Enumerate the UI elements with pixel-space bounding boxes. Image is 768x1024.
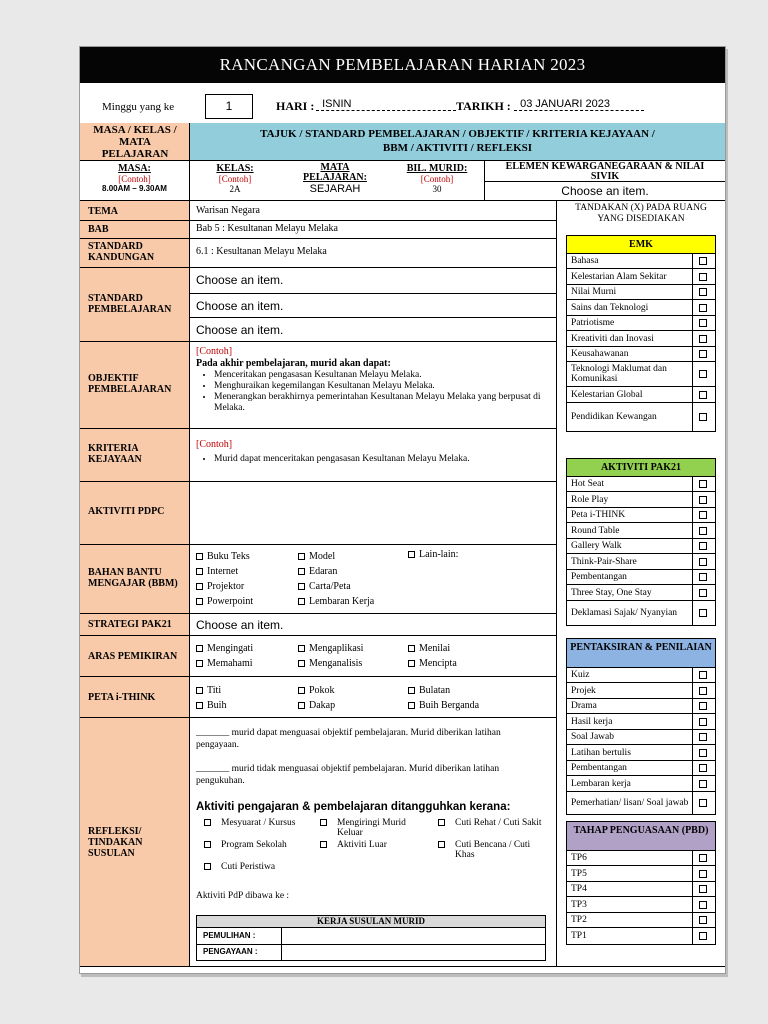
tahap-item-label: TP5	[571, 868, 587, 879]
checkbox-icon[interactable]	[298, 702, 305, 709]
column-divider	[692, 714, 693, 729]
pentaksiran-item-label: Hasil kerja	[571, 716, 613, 727]
pentaksiran-item[interactable]	[567, 792, 715, 814]
pak21-box	[566, 458, 716, 626]
checkbox-icon[interactable]	[699, 511, 707, 519]
peta-col1	[196, 683, 226, 713]
pentaksiran-item-label: Pemerhatian/ lisan/ Soal jawab	[571, 798, 689, 808]
emk-item[interactable]	[567, 387, 715, 403]
pentaksiran-item-label: Projek	[571, 685, 596, 696]
checkbox-icon[interactable]	[438, 841, 445, 848]
dibawa-text: Aktiviti PdP dibawa ke :	[196, 891, 290, 901]
checkbox-icon[interactable]	[196, 645, 203, 652]
objektif-list	[196, 370, 550, 414]
checkbox-icon[interactable]	[320, 841, 327, 848]
pak21-item-label: Hot Seat	[571, 479, 604, 489]
checkbox-icon[interactable]	[298, 660, 305, 667]
emk-box	[566, 235, 716, 432]
pak21-item[interactable]	[567, 570, 715, 585]
bbm-option[interactable]: Projektor	[196, 579, 253, 594]
pentaksiran-item-label: Soal Jawab	[571, 732, 615, 742]
pak21-item-label: Role Play	[571, 494, 609, 505]
pentaksiran-item[interactable]	[567, 683, 715, 699]
pak21-item[interactable]	[567, 523, 715, 539]
kriteria-list	[196, 454, 550, 465]
peta-option[interactable]: Bulatan	[408, 683, 479, 698]
list-item: • Murid dapat menceritakan pengasasan Kesultanan Melayu Melaka.	[214, 454, 550, 465]
column-divider	[692, 523, 693, 538]
peta-option[interactable]: Buih Berganda	[408, 698, 479, 713]
title-bar	[80, 47, 725, 83]
emk-item[interactable]	[567, 269, 715, 285]
column-divider	[692, 851, 693, 865]
emk-item-label: Kreativiti dan Inovasi	[571, 333, 654, 344]
pentaksiran-item[interactable]	[567, 745, 715, 761]
emk-item[interactable]	[567, 316, 715, 331]
pentaksiran-item[interactable]	[567, 730, 715, 745]
column-divider	[692, 866, 693, 881]
susulan-title: KERJA SUSULAN MURID	[197, 916, 545, 928]
aras-col2	[298, 641, 363, 671]
hari-label: HARI :	[276, 99, 315, 113]
pak21-item[interactable]	[567, 492, 715, 508]
peta-option[interactable]: Dakap	[298, 698, 335, 713]
checkbox-icon[interactable]	[408, 645, 415, 652]
column-divider	[692, 316, 693, 330]
pak21-item-label: Peta i-THINK	[571, 510, 626, 520]
checkbox-icon[interactable]	[298, 553, 305, 560]
checkbox-icon[interactable]	[298, 598, 305, 605]
emk-item[interactable]	[567, 285, 715, 300]
checkbox-icon[interactable]	[699, 335, 707, 343]
pak21-item[interactable]	[567, 554, 715, 570]
aras-option[interactable]: Mencipta	[408, 656, 457, 671]
tangguh-col2	[320, 818, 420, 862]
checkbox-icon[interactable]	[196, 687, 203, 694]
checkbox-icon[interactable]	[699, 870, 707, 878]
tahap-item-label: TP4	[571, 884, 587, 894]
pentaksiran-item-label: Kuiz	[571, 670, 590, 680]
hari-value[interactable]: ISNIN	[316, 98, 456, 111]
pak21-item[interactable]	[567, 508, 715, 523]
bbm-option[interactable]: Edaran	[298, 564, 374, 579]
checkbox-icon[interactable]	[408, 551, 415, 558]
column-divider	[692, 792, 693, 814]
week-input[interactable]: 1	[205, 94, 253, 119]
checkbox-icon[interactable]	[408, 687, 415, 694]
column-divider	[692, 776, 693, 791]
emk-item[interactable]	[567, 403, 715, 431]
column-divider	[692, 362, 693, 386]
emk-item-label: Keusahawanan	[571, 349, 629, 359]
emk-title: EMK	[567, 236, 715, 254]
column-divider	[692, 508, 693, 522]
checkbox-icon[interactable]	[298, 583, 305, 590]
checkbox-icon[interactable]	[699, 273, 707, 281]
checkbox-icon[interactable]	[699, 749, 707, 757]
pak21-item-label: Pembentangan	[571, 572, 627, 582]
emk-item[interactable]	[567, 347, 715, 362]
checkbox-icon[interactable]	[408, 660, 415, 667]
refleksi-line-2: _______ murid tidak menguasai objektif pembelajaran. Murid diberikan latihan pengukuhan.	[196, 764, 500, 786]
peta-option[interactable]: Pokok	[298, 683, 335, 698]
checkbox-icon[interactable]	[699, 609, 707, 617]
checkbox-icon[interactable]	[699, 589, 707, 597]
list-item: • Menerangkan berakhirnya pemerintahan Kesultanan Melayu Melaka yang berpusat di Melaka.	[214, 392, 550, 414]
pak21-item[interactable]	[567, 585, 715, 601]
column-divider	[692, 285, 693, 299]
checkbox-icon[interactable]	[699, 901, 707, 909]
strategi-label: STRATEGI PAK21	[88, 619, 172, 630]
column-divider	[692, 730, 693, 744]
pentaksiran-title: PENTAKSIRAN & PENILAIAN	[567, 639, 715, 668]
checkbox-icon[interactable]	[196, 553, 203, 560]
checkbox-icon[interactable]	[699, 764, 707, 772]
pentaksiran-item[interactable]	[567, 761, 715, 776]
checkbox-icon[interactable]	[320, 819, 327, 826]
tahap-item-label: TP1	[571, 931, 587, 941]
peta-option[interactable]: Buih	[196, 698, 226, 713]
sp-label: STANDARD PEMBELAJARAN	[88, 293, 172, 315]
checkbox-icon[interactable]	[438, 819, 445, 826]
tahap-item[interactable]	[567, 851, 715, 866]
checkbox-icon[interactable]	[408, 702, 415, 709]
column-divider	[692, 683, 693, 698]
sk-value: 6.1 : Kesultanan Melayu Melaka	[196, 246, 327, 257]
checkbox-icon[interactable]	[699, 573, 707, 581]
tangguh-option[interactable]: Cuti Rehat / Cuti Sakit	[438, 818, 548, 840]
checkbox-icon[interactable]	[699, 480, 707, 488]
emk-item[interactable]	[567, 300, 715, 316]
side-instruction: TANDAKAN (X) PADA RUANG YANG DISEDIAKAN	[575, 203, 707, 224]
kriteria-label: KRITERIA KEJAYAAN	[88, 443, 142, 465]
bbm-col3	[408, 547, 458, 562]
header-left: MASA / KELAS / MATA PELAJARAN	[80, 123, 190, 161]
checkbox-icon[interactable]	[699, 413, 707, 421]
emk-item[interactable]	[567, 331, 715, 347]
column-divider	[692, 668, 693, 682]
tahap-item-label: TP3	[571, 899, 587, 910]
elemen-cell: ELEMEN KEWARGANEGARAAN & NILAI SIVIK Choose an item.	[484, 161, 725, 201]
page-title: RANCANGAN PEMBELAJARAN HARIAN 2023	[219, 55, 586, 74]
bbm-col1	[196, 549, 253, 609]
checkbox-icon[interactable]	[204, 819, 211, 826]
tarikh-label: TARIKH :	[456, 99, 511, 113]
checkbox-icon[interactable]	[699, 350, 707, 358]
tema-value: Warisan Negara	[196, 205, 260, 216]
pak21-item-label: Think-Pair-Share	[571, 556, 637, 567]
aras-option[interactable]: Menilai	[408, 641, 457, 656]
pak21-item-label: Three Stay, One Stay	[571, 587, 652, 598]
checkbox-icon[interactable]	[699, 885, 707, 893]
checkbox-icon[interactable]	[196, 660, 203, 667]
pentaksiran-item[interactable]	[567, 776, 715, 792]
checkbox-icon[interactable]	[298, 645, 305, 652]
pentaksiran-item-label: Latihan bertulis	[571, 747, 631, 758]
bbm-option[interactable]: Internet	[196, 564, 253, 579]
pentaksiran-box	[566, 638, 716, 815]
week-row	[80, 83, 725, 124]
strategi-select[interactable]: Choose an item.	[196, 618, 284, 632]
pentaksiran-item[interactable]	[567, 699, 715, 714]
tahap-item[interactable]	[567, 897, 715, 913]
checkbox-icon[interactable]	[699, 288, 707, 296]
kelas-cell: KELAS: [Contoh] 2A	[216, 163, 254, 194]
emk-item-label: Bahasa	[571, 256, 599, 266]
checkbox-icon[interactable]	[699, 391, 707, 399]
column-divider	[692, 477, 693, 491]
checkbox-icon[interactable]	[699, 370, 707, 378]
pak21-item-label: Round Table	[571, 525, 620, 536]
pak21-item[interactable]	[567, 477, 715, 492]
checkbox-icon[interactable]	[699, 496, 707, 504]
sp-select-2[interactable]: Choose an item.	[196, 299, 284, 313]
column-divider	[692, 601, 693, 625]
emk-item-label: Kelestarian Global	[571, 389, 643, 400]
list-item: • Menghuraikan kegemilangan Kesultanan Melayu Melaka.	[214, 381, 550, 392]
checkbox-icon[interactable]	[699, 799, 707, 807]
aras-label: ARAS PEMIKIRAN	[88, 651, 178, 662]
checkbox-icon[interactable]	[204, 841, 211, 848]
susulan-table	[196, 915, 546, 961]
checkbox-icon[interactable]	[298, 568, 305, 575]
sp-select-3[interactable]: Choose an item.	[196, 323, 284, 337]
checkbox-icon[interactable]	[699, 932, 707, 940]
pengayaan-label: PENGAYAAN :	[203, 947, 258, 956]
elemen-select[interactable]: Choose an item.	[561, 184, 649, 198]
refleksi-content	[196, 727, 546, 813]
emk-item-label: Nilai Murni	[571, 287, 617, 297]
checkbox-icon[interactable]	[298, 687, 305, 694]
refleksi-line-1: _______ murid dapat menguasai objektif pembelajaran. Murid diberikan latihan pengayaan.	[196, 728, 501, 750]
column-divider	[692, 570, 693, 584]
column-divider	[692, 347, 693, 361]
tangguh-col1	[204, 818, 314, 884]
checkbox-icon[interactable]	[699, 319, 707, 327]
column-divider	[692, 331, 693, 346]
checkbox-icon[interactable]	[196, 702, 203, 709]
checkbox-icon[interactable]	[196, 583, 203, 590]
aras-option[interactable]: Mengaplikasi	[298, 641, 363, 656]
header-right: TAJUK / STANDARD PEMBELAJARAN / OBJEKTIF / KRITERIA KEJAYAAN / BBM / AKTIVITI / REFLEKSI	[190, 123, 725, 161]
peta-col3	[408, 683, 479, 713]
bbm-col2	[298, 549, 374, 609]
checkbox-icon[interactable]	[699, 558, 707, 566]
column-divider	[692, 254, 693, 268]
column-divider	[692, 492, 693, 507]
tangguh-option[interactable]: Program Sekolah	[204, 840, 314, 862]
checkbox-icon[interactable]	[196, 568, 203, 575]
pengayaan-input[interactable]	[282, 945, 545, 960]
aras-col3	[408, 641, 457, 671]
tangguh-col3	[438, 818, 548, 862]
column-divider	[692, 882, 693, 896]
checkbox-icon[interactable]	[699, 257, 707, 265]
emk-item-label: Pendidikan Kewangan	[571, 412, 657, 422]
checkbox-icon[interactable]	[699, 542, 707, 550]
bab-value: Bab 5 : Kesultanan Melayu Melaka	[196, 223, 338, 234]
tangguh-option[interactable]: Cuti Peristiwa	[204, 862, 314, 884]
bbm-option[interactable]: Model	[298, 549, 374, 564]
list-item: • Menceritakan pengasasan Kesultanan Melayu Melaka.	[214, 370, 550, 381]
tangguh-option[interactable]: Cuti Bencana / Cuti Khas	[438, 840, 548, 862]
aras-col1	[196, 641, 253, 671]
checkbox-icon[interactable]	[204, 863, 211, 870]
pdpc-input[interactable]	[190, 482, 556, 544]
column-divider	[692, 699, 693, 713]
side-divider	[556, 201, 557, 967]
tahap-item[interactable]	[567, 928, 715, 944]
bbm-option[interactable]: Buku Teks	[196, 549, 253, 564]
emk-item[interactable]	[567, 362, 715, 387]
info-row	[80, 161, 725, 201]
pak21-item-label: Deklamasi Sajak/ Nyanyian	[571, 608, 678, 618]
column-divider	[692, 913, 693, 927]
pak21-item-label: Gallery Walk	[571, 541, 622, 551]
bbm-option[interactable]: Lain-lain:	[408, 547, 458, 562]
checkbox-icon[interactable]	[699, 854, 707, 862]
tema-label: TEMA	[88, 206, 118, 217]
aras-option[interactable]: Memahami	[196, 656, 253, 671]
mata-cell: MATA PELAJARAN: SEJARAH	[303, 162, 367, 195]
column-divider	[692, 269, 693, 284]
bbm-option[interactable]: Carta/Peta	[298, 579, 374, 594]
tahap-title: TAHAP PENGUASAAN (PBD)	[567, 822, 715, 851]
checkbox-icon[interactable]	[699, 733, 707, 741]
peta-col2	[298, 683, 335, 713]
column-divider	[692, 403, 693, 431]
checkbox-icon[interactable]	[699, 702, 707, 710]
checkbox-icon[interactable]	[699, 780, 707, 788]
pdpc-label: AKTIVITI PDPC	[88, 506, 165, 517]
column-divider	[692, 585, 693, 600]
tangguh-option[interactable]: Mengiringi Murid Keluar	[320, 818, 420, 840]
column-divider	[692, 897, 693, 912]
pentaksiran-item-label: Drama	[571, 701, 597, 711]
masa-cell: MASA: [Contoh] 8.00AM – 9.30AM	[80, 161, 190, 201]
bbm-option[interactable]: Powerpoint	[196, 594, 253, 609]
aras-option[interactable]: Mengingati	[196, 641, 253, 656]
checkbox-icon[interactable]	[699, 718, 707, 726]
pak21-title: AKTIVITI PAK21	[567, 459, 715, 477]
bil-cell: BIL. MURID: [Contoh] 30	[406, 163, 468, 194]
column-divider	[692, 539, 693, 553]
pentaksiran-item-label: Lembaran kerja	[571, 778, 631, 789]
checkbox-icon[interactable]	[699, 687, 707, 695]
checkbox-icon[interactable]	[196, 598, 203, 605]
pemulihan-label: PEMULIHAN :	[203, 931, 256, 940]
kriteria-content: [Contoh] • Murid dapat menceritakan pengasasan Kesultanan Melayu Melaka.	[196, 440, 550, 465]
sp-select-1[interactable]: Choose an item.	[196, 273, 284, 287]
column-divider	[692, 928, 693, 944]
tangguh-option[interactable]: Mesyuarat / Kursus	[204, 818, 314, 840]
emk-item-label: Patriotisme	[571, 318, 615, 328]
pak21-item[interactable]	[567, 601, 715, 625]
objektif-content: [Contoh] Pada akhir pembelajaran, murid akan dapat: • Menceritakan pengasasan Kesultanan Melayu Melaka. • Menghuraikan kegemilangan Kesultanan Melayu Melaka. • Menerangkan berakhirnya pemerintahan Kesultanan Melayu Melaka yang berpusat di Melaka.	[196, 347, 550, 414]
peta-option[interactable]: Titi	[196, 683, 226, 698]
peta-label: PETA i-THINK	[88, 692, 156, 703]
pentaksiran-item[interactable]	[567, 714, 715, 730]
bab-label: BAB	[88, 224, 109, 235]
column-divider	[692, 745, 693, 760]
column-divider	[692, 300, 693, 315]
checkbox-icon[interactable]	[699, 916, 707, 924]
refleksi-label: REFLEKSI/ TINDAKAN SUSULAN	[88, 826, 143, 859]
week-label: Minggu yang ke	[102, 101, 175, 113]
sk-label: STANDARD KANDUNGAN	[88, 241, 155, 263]
emk-item-label: Sains dan Teknologi	[571, 302, 649, 313]
pemulihan-input[interactable]	[282, 928, 545, 944]
aras-option[interactable]: Menganalisis	[298, 656, 363, 671]
bbm-label: BAHAN BANTU MENGAJAR (BBM)	[88, 567, 178, 589]
tahap-item[interactable]	[567, 866, 715, 882]
checkbox-icon[interactable]	[699, 304, 707, 312]
tahap-item[interactable]	[567, 913, 715, 928]
checkbox-icon[interactable]	[699, 671, 707, 679]
bbm-option[interactable]: Lembaran Kerja	[298, 594, 374, 609]
tahap-item-label: TP6	[571, 853, 587, 863]
column-divider	[692, 387, 693, 402]
tarikh-value[interactable]: 03 JANUARI 2023	[514, 98, 644, 111]
tangguh-title: Aktiviti pengajaran & pembelajaran ditangguhkan kerana:	[196, 801, 511, 813]
tahap-box	[566, 821, 716, 945]
pentaksiran-item[interactable]	[567, 668, 715, 683]
checkbox-icon[interactable]	[699, 527, 707, 535]
pentaksiran-item-label: Pembentangan	[571, 763, 627, 773]
pak21-item[interactable]	[567, 539, 715, 554]
emk-item-label: Teknologi Maklumat dan Komunikasi	[571, 364, 667, 384]
tahap-item-label: TP2	[571, 915, 587, 925]
tahap-item[interactable]	[567, 882, 715, 897]
column-divider	[692, 761, 693, 775]
emk-item-label: Kelestarian Alam Sekitar	[571, 271, 667, 282]
objektif-label: OBJEKTIF PEMBELAJARAN	[88, 373, 172, 395]
tangguh-option[interactable]: Aktiviti Luar	[320, 840, 420, 862]
emk-item[interactable]	[567, 254, 715, 269]
column-divider	[692, 554, 693, 569]
